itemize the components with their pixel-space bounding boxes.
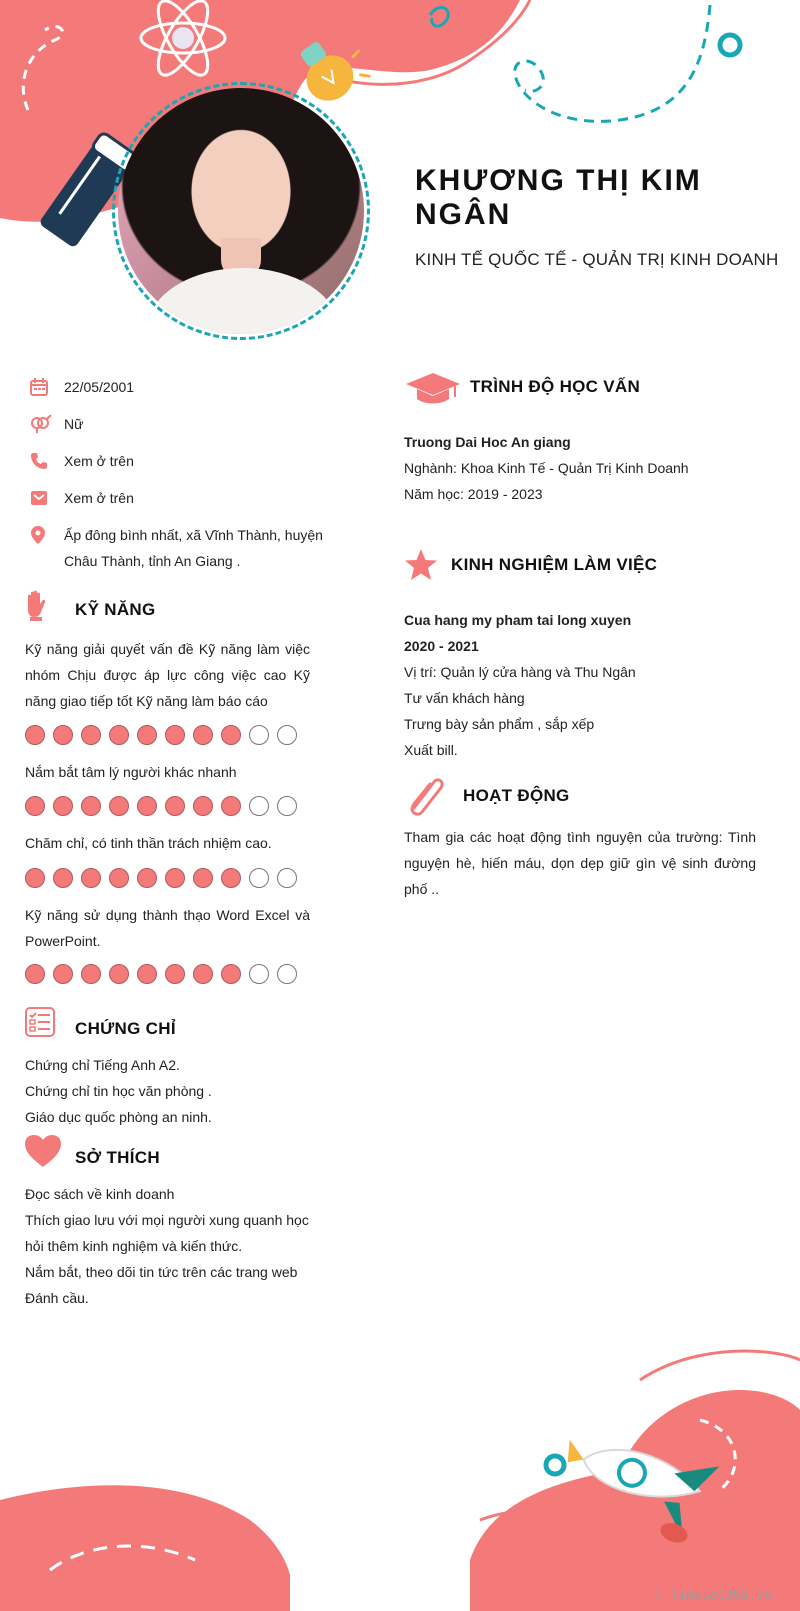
candidate-name	[415, 164, 775, 232]
rating-dot	[249, 964, 269, 984]
info-birthday	[30, 374, 330, 400]
rating-dot	[53, 725, 73, 745]
rating-dot	[81, 725, 101, 745]
rating-dot	[221, 725, 241, 745]
rating-dot	[137, 796, 157, 816]
skills-title: KỸ NĂNG	[75, 600, 156, 619]
info-address	[30, 522, 330, 574]
rating-dot	[193, 725, 213, 745]
rating-dot	[249, 725, 269, 745]
dashed-curve-top-right	[515, 5, 710, 121]
rating-dot	[81, 868, 101, 888]
skill-3-rating	[25, 868, 297, 888]
rating-dot	[25, 964, 45, 984]
rating-dot	[137, 868, 157, 888]
rating-dot	[277, 725, 297, 745]
skill-2-text: Nắm bắt tâm lý người khác nhanh	[25, 764, 237, 780]
rating-dot	[137, 964, 157, 984]
location-icon	[30, 526, 46, 544]
paperclip-icon	[404, 774, 448, 818]
info-gender	[30, 411, 330, 437]
rating-dot	[25, 725, 45, 745]
rating-dot	[109, 868, 129, 888]
rating-dot	[109, 796, 129, 816]
gender-icon	[30, 415, 52, 433]
school-years: Năm học: 2019 - 2023	[404, 486, 543, 502]
rating-dot	[53, 964, 73, 984]
profile-photo	[118, 88, 364, 334]
rating-dot	[53, 868, 73, 888]
teal-ring	[720, 35, 740, 55]
skill-3-text: Chăm chỉ, có tinh thần trách nhiệm cao.	[25, 835, 272, 851]
hobby-item: Đánh cầu.	[25, 1290, 89, 1306]
experience-title: KINH NGHIỆM LÀM VIỆC	[451, 555, 658, 574]
certificate-item: Chứng chỉ tin học văn phòng .	[25, 1083, 212, 1099]
rating-dot	[81, 964, 101, 984]
skill-1-rating	[25, 725, 297, 745]
rating-dot	[137, 725, 157, 745]
email-text: Xem ở trên	[64, 490, 134, 506]
bottom-right-blob	[470, 1390, 800, 1611]
rating-dot	[53, 796, 73, 816]
watermark: ∴ Timviec365.vn	[654, 1588, 772, 1603]
company-name: Cua hang my pham tai long xuyen	[404, 612, 632, 628]
experience-detail: Trưng bày sản phẩm , sắp xếp	[404, 716, 595, 732]
address-text: Ấp đông bình nhất, xã Vĩnh Thành, huyện Châu Thành, tỉnh An Giang .	[64, 527, 323, 569]
job-position: KINH TẾ QUỐC TẾ - QUẢN TRỊ KINH DOANH	[415, 250, 779, 269]
school-name: Truong Dai Hoc An giang	[404, 434, 571, 450]
experience-detail: Xuất bill.	[404, 742, 458, 758]
rating-dot	[221, 868, 241, 888]
rating-dot	[165, 868, 185, 888]
rating-dot	[25, 868, 45, 888]
rating-dot	[221, 964, 241, 984]
certificate-item: Giáo dục quốc phòng an ninh.	[25, 1109, 212, 1125]
hobbies-list	[25, 1181, 315, 1311]
rating-dot	[193, 964, 213, 984]
rating-dot	[277, 964, 297, 984]
info-email	[30, 485, 330, 511]
graduation-cap-icon	[405, 371, 461, 405]
skill-4-rating	[25, 964, 297, 984]
activities-text: Tham gia các hoạt động tình nguyện của trường: Tình nguyện hè, hiến máu, dọn dẹp giữ gìn vệ sinh đường phố ..	[404, 829, 756, 897]
hobby-item: Nắm bắt, theo dõi tin tức trên các trang web	[25, 1264, 298, 1280]
major-text: Nghành: Khoa Kinh Tế - Quản Trị Kinh Doanh	[404, 460, 689, 476]
rating-dot	[193, 796, 213, 816]
phone-text: Xem ở trên	[64, 453, 134, 469]
rating-dot	[165, 725, 185, 745]
heart-icon	[24, 1134, 62, 1168]
rating-dot	[165, 964, 185, 984]
hand-icon	[24, 590, 48, 622]
hobby-item: Thích giao lưu với mọi người xung quanh học hỏi thêm kinh nghiệm và kiến thức.	[25, 1212, 309, 1254]
rating-dot	[25, 796, 45, 816]
education-title: TRÌNH ĐỘ HỌC VẤN	[470, 377, 641, 396]
rating-dot	[277, 796, 297, 816]
rating-dot	[193, 868, 213, 888]
certificates-title: CHỨNG CHỈ	[75, 1019, 176, 1038]
rating-dot	[221, 796, 241, 816]
rating-dot	[109, 964, 129, 984]
info-phone	[30, 448, 330, 474]
birthday-text: 22/05/2001	[64, 379, 135, 395]
rating-dot	[249, 868, 269, 888]
email-icon	[30, 489, 48, 507]
certificates-list	[25, 1052, 315, 1130]
certificate-item: Chứng chỉ Tiếng Anh A2.	[25, 1057, 180, 1073]
rating-dot	[165, 796, 185, 816]
star-icon	[404, 548, 438, 582]
calendar-icon	[30, 378, 48, 396]
experience-detail: Vị trí: Quản lý cửa hàng và Thu Ngân	[404, 664, 636, 680]
rating-dot	[249, 796, 269, 816]
phone-icon	[30, 452, 48, 470]
rating-dot	[81, 796, 101, 816]
skill-2-rating	[25, 796, 297, 816]
experience-block	[404, 607, 764, 763]
activities-title: HOẠT ĐỘNG	[463, 786, 570, 805]
certificate-icon	[24, 1006, 56, 1038]
rating-dot	[277, 868, 297, 888]
hobbies-title: SỞ THÍCH	[75, 1148, 160, 1167]
education-block	[404, 429, 764, 507]
work-period: 2020 - 2021	[404, 638, 479, 654]
experience-detail: Tư vấn khách hàng	[404, 690, 525, 706]
skill-1-text: Kỹ năng giải quyết vấn đề Kỹ năng làm việc nhóm Chịu được áp lực công việc cao Kỹ năng giao tiếp tốt Kỹ năng làm báo cáo	[25, 641, 310, 709]
skill-4-text: Kỹ năng sử dụng thành thạo Word Excel và PowerPoint.	[25, 907, 310, 949]
name-line-2: NGÂN	[415, 198, 512, 231]
name-line-1: KHƯƠNG THỊ KIM	[415, 164, 702, 197]
gender-text: Nữ	[64, 416, 84, 432]
hobby-item: Đọc sách về kinh doanh	[25, 1186, 175, 1202]
rating-dot	[109, 725, 129, 745]
